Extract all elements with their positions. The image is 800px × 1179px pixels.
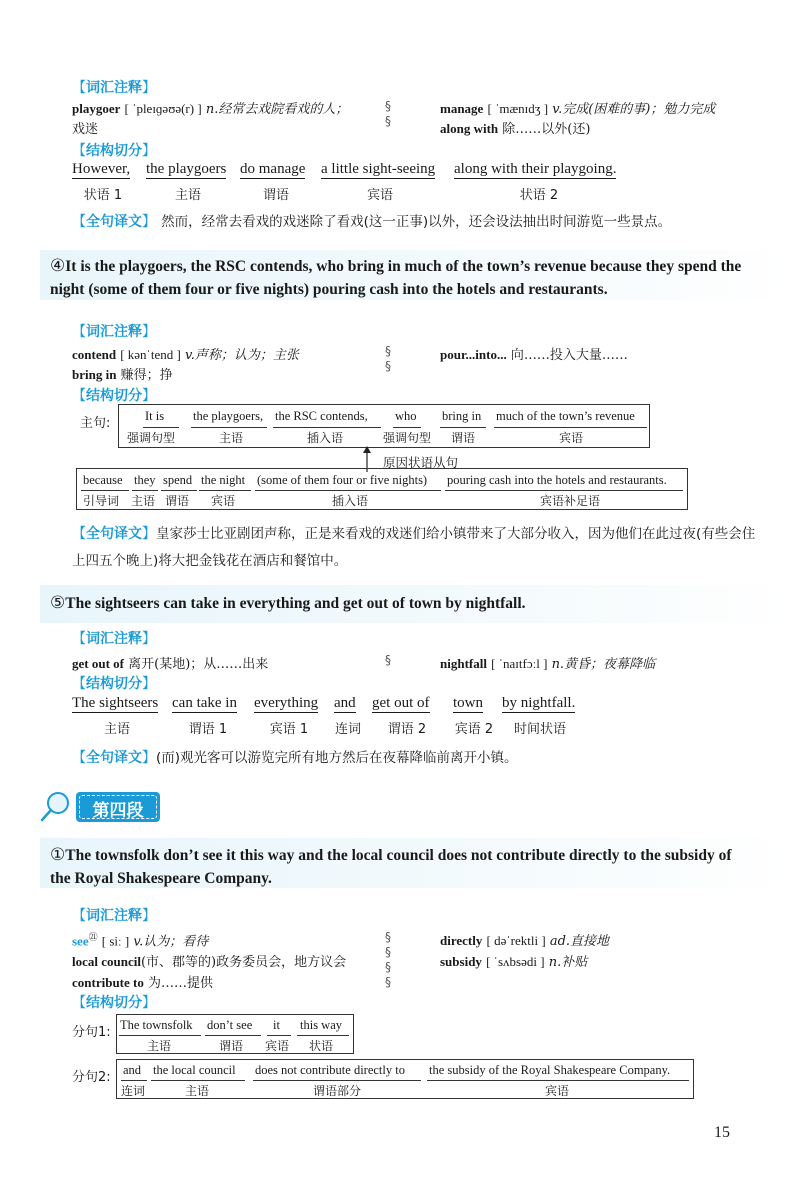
role: 谓语 <box>451 431 476 445</box>
vocab-entry-playgoer: playgoer [ ˈpleɪɡəʊə(r) ] n.经常去戏院看戏的人； <box>72 101 349 117</box>
role: 状语 2 <box>519 188 559 203</box>
chunk: along with their playgoing. <box>454 161 617 177</box>
vocab-label: 【词汇注释】 <box>72 631 156 647</box>
role: 插入语 <box>307 431 344 445</box>
section-badge <box>76 792 160 822</box>
translation-row: 【全句译文】皇家莎士比亚剧团声称，正是来看戏的戏迷们给小镇带来了大部分收入，因为他们在此过夜(有些会住上四五个晚上)将大把金钱花在酒店和餐馆中。 <box>72 526 756 569</box>
structure-label: 【结构切分】 <box>72 388 156 404</box>
role: 时间状语 <box>513 722 566 737</box>
page-number: 15 <box>714 1124 730 1141</box>
chunk: do manage <box>240 161 306 177</box>
role: 状语 1 <box>83 188 123 203</box>
vocab-entry-subsidy: subsidy [ ˈsʌbsədi ] n.补贴 <box>440 954 588 970</box>
sentence-6: ①The townsfolk don’t see it this way and the local council does not contribute directly to the subsidy of the Royal Shakespeare Company. <box>50 845 732 887</box>
translation-row: 【全句译文】 然而，经常去看戏的戏迷除了看戏(这一正事)以外，还会设法抽出时间游览一些景点。 <box>72 214 672 230</box>
vocab-entry-see: see$^㉑$ [ siː ] v.认为；看待 <box>72 933 209 950</box>
cell: the playgoers, <box>193 409 264 423</box>
chunk: The sightseers <box>72 695 159 711</box>
chunk: a little sight-seeing <box>321 161 436 177</box>
main-clause-label: 主句: <box>80 416 111 431</box>
role: 宾语 <box>211 494 236 508</box>
translation-row: 【全句译文】(而)观光客可以游览完所有地方然后在夜幕降临前离开小镇。 <box>72 750 518 766</box>
chunk: everything <box>254 695 319 711</box>
role: 宾语补足语 <box>540 494 601 508</box>
role: 宾语 1 <box>269 722 309 737</box>
clause1-label: 分句1: <box>72 1025 111 1040</box>
sentence-4: ④It is the playgoers, the RSC contends, who bring in much of the town’s revenue because they spend the night (some of them four or five nights) pouring cash into the hotels and restaurants. <box>50 256 742 298</box>
structure-label: 【结构切分】 <box>72 676 156 692</box>
role: 宾语 <box>545 1084 570 1098</box>
arrow-label: 原因状语从句 <box>383 455 459 470</box>
role: 谓语部分 <box>313 1084 362 1098</box>
vocab-entry-bring-in: bring in 赚得；挣 <box>72 367 173 383</box>
vocab-entry-contend: contend [ kənˈtend ] v.声称；认为；主张 <box>72 347 299 363</box>
role: 引导词 <box>83 494 120 508</box>
role: 强调句型 <box>127 431 176 445</box>
role: 主语 <box>103 722 130 737</box>
clause1-box <box>116 1014 354 1054</box>
cell: they <box>134 473 156 487</box>
role: 强调句型 <box>383 431 432 445</box>
cell: bring in <box>442 409 482 423</box>
role: 插入语 <box>332 494 369 508</box>
role: 连词 <box>334 722 361 737</box>
cell: this way <box>300 1018 343 1032</box>
chunk: and <box>334 695 356 711</box>
chunk: by nightfall. <box>502 695 576 711</box>
chunk: However, <box>72 161 131 177</box>
structure-label: 【结构切分】 <box>72 995 156 1011</box>
vocab-label: 【词汇注释】 <box>72 324 156 340</box>
vocab-entry-contribute-to: contribute to 为……提供 <box>72 975 214 991</box>
squiggle-divider: § <box>385 653 391 667</box>
role: 主语 <box>185 1084 210 1098</box>
vocab-entry-manage: manage [ ˈmænɪdʒ ] v.完成(困难的事)；勉力完成 <box>440 101 716 117</box>
role: 主语 <box>147 1039 172 1053</box>
cell: spend <box>163 473 193 487</box>
vocab-entry-nightfall: nightfall [ ˈnaɪtfɔːl ] n.黄昏；夜幕降临 <box>440 656 656 672</box>
cell: (some of them four or five nights) <box>257 473 428 487</box>
role: 状语 <box>309 1039 334 1053</box>
sub-clause-box <box>76 468 688 510</box>
cell: The townsfolk <box>120 1018 193 1032</box>
role: 谓语 <box>219 1039 244 1053</box>
cell: It is <box>145 409 165 423</box>
role: 宾语 <box>559 431 584 445</box>
cell: pouring cash into the hotels and restaurants. <box>447 473 667 487</box>
cell: the local council <box>153 1063 236 1077</box>
squiggle-divider: § § § § <box>385 930 391 989</box>
chunk: can take in <box>172 695 237 711</box>
vocab-label: 【词汇注释】 <box>72 908 156 924</box>
cell: don’t see <box>207 1018 253 1032</box>
cell: the subsidy of the Royal Shakespeare Company. <box>429 1063 671 1077</box>
role: 主语 <box>174 188 201 203</box>
vocab-entry-playgoer-cont: 戏迷 <box>72 122 99 137</box>
role: 谓语 <box>262 188 289 203</box>
role: 谓语 <box>165 494 190 508</box>
vocab-entry-directly: directly [ dəˈrektli ] ad.直接地 <box>440 933 610 949</box>
cell: and <box>123 1063 142 1077</box>
cell: the RSC contends, <box>275 409 368 423</box>
vocab-entry-local-council: local council(市、郡等的)政务委员会，地方议会 <box>72 954 347 970</box>
cell: because <box>83 473 123 487</box>
cell: the night <box>201 473 246 487</box>
squiggle-divider: § § <box>385 99 391 128</box>
vocab-label: 【词汇注释】 <box>72 80 156 96</box>
cell: who <box>395 409 417 423</box>
section-title: 第四段 <box>92 801 144 821</box>
vocab-entry-along-with: along with 除……以外(还) <box>440 121 591 137</box>
role: 连词 <box>121 1084 146 1098</box>
chunk: the playgoers <box>146 161 227 177</box>
cell: does not contribute directly to <box>255 1063 405 1077</box>
main-clause-box <box>118 404 650 448</box>
chunk: get out of <box>372 695 430 711</box>
clause2-label: 分句2: <box>72 1070 111 1085</box>
clause2-box <box>116 1059 694 1099</box>
role: 宾语 2 <box>454 722 494 737</box>
squiggle-divider: § § <box>385 344 391 373</box>
chunk: town <box>453 695 483 711</box>
magnifier-icon <box>38 789 74 825</box>
role: 宾语 <box>366 188 393 203</box>
role: 谓语 2 <box>387 722 427 737</box>
sentence-5: ⑤The sightseers can take in everything and get out of town by nightfall. <box>50 593 526 612</box>
role: 宾语 <box>265 1039 290 1053</box>
role: 主语 <box>219 431 244 445</box>
role: 谓语 1 <box>188 722 228 737</box>
cell: much of the town’s revenue <box>496 409 635 423</box>
structure-label: 【结构切分】 <box>72 143 156 159</box>
vocab-entry-pour-into: pour...into... 向……投入大量…… <box>440 347 628 363</box>
vocab-entry-get-out-of: get out of 离开(某地)；从……出来 <box>72 656 269 672</box>
cell: it <box>273 1018 280 1032</box>
role: 主语 <box>131 494 156 508</box>
